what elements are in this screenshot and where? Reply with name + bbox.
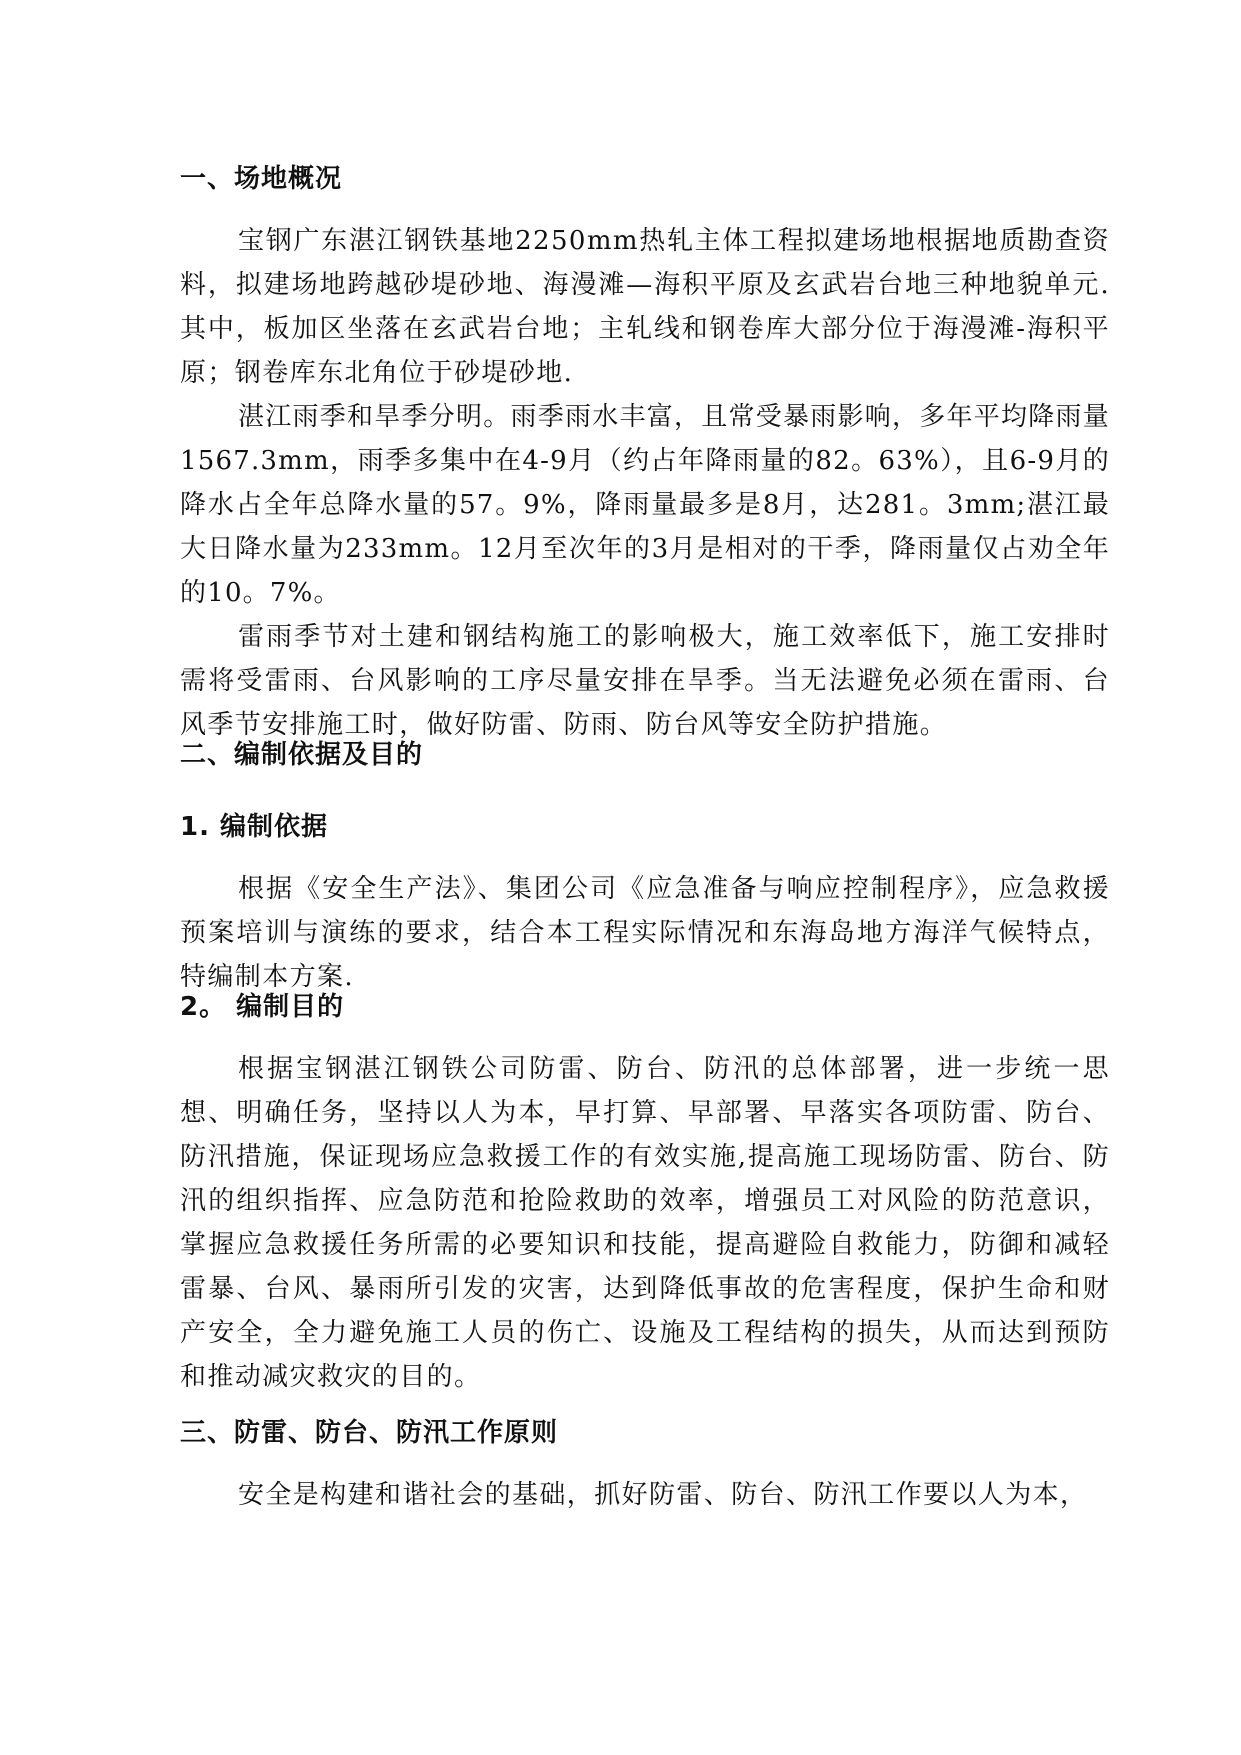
- paragraph-site-geology: 宝钢广东湛江钢铁基地2250mm热轧主体工程拟建场地根据地质勘查资料，拟建场地跨越砂堤砂地、海漫滩—海积平原及玄武岩台地三种地貌单元.其中，板加区坐落在玄武岩台地；主轧线和钢卷库大部分位于海漫滩-海积平原；钢卷库东北角位于砂堤砂地.: [180, 226, 1110, 388]
- section-heading-site-overview: 一、场地概况: [180, 164, 343, 194]
- subsection-heading-basis: 1. 编制依据: [180, 812, 329, 842]
- section-heading-principles: 三、防雷、防台、防汛工作原则: [180, 1418, 559, 1448]
- paragraph-basis: 根据《安全生产法》、集团公司《应急准备与响应控制程序》，应急救援预案培训与演练的要求，结合本工程实际情况和东海岛地方海洋气候特点，特编制本方案.: [180, 874, 1110, 992]
- paragraph-principles: 安全是构建和谐社会的基础，抓好防雷、防台、防汛工作要以人为本，: [238, 1480, 1088, 1510]
- paragraph-purpose: 根据宝钢湛江钢铁公司防雷、防台、防汛的总体部署，进一步统一思想、明确任务，坚持以人为本，早打算、早部署、早落实各项防雷、防台、防汛措施，保证现场应急救援工作的有效实施,提高施工现场防雷、防台、防汛的组织指挥、应急防范和抢险救助的效率，增强员工对风险的防范意识，掌握应急救援任务所需的必要知识和技能，提高避险自救能力，防御和减轻雷暴、台风、暴雨所引发的灾害，达到降低事故的危害程度，保护生命和财产安全，全力避免施工人员的伤亡、设施及工程结构的损失，从而达到预防和推动减灾救灾的目的。: [180, 1054, 1110, 1392]
- subsection-heading-purpose: 2。 编制目的: [180, 992, 345, 1022]
- paragraph-thunderstorm-impact: 雷雨季节对土建和钢结构施工的影响极大，施工效率低下，施工安排时需将受雷雨、台风影响的工序尽量安排在旱季。当无法避免必须在雷雨、台风季节安排施工时，做好防雷、防雨、防台风等安全防护措施。: [180, 622, 1110, 740]
- section-heading-basis-and-purpose: 二、编制依据及目的: [180, 740, 424, 770]
- paragraph-rainfall-climate: 湛江雨季和旱季分明。雨季雨水丰富，且常受暴雨影响，多年平均降雨量1567.3mm，雨季多集中在4-9月（约占年降雨量的82。63%），且6-9月的降水占全年总降水量的57。9%，降雨量最多是8月，达281。3mm;湛江最大日降水量为233mm。12月至次年的3月是相对的干季，降雨量仅占劝全年的10。7%。: [180, 402, 1110, 608]
